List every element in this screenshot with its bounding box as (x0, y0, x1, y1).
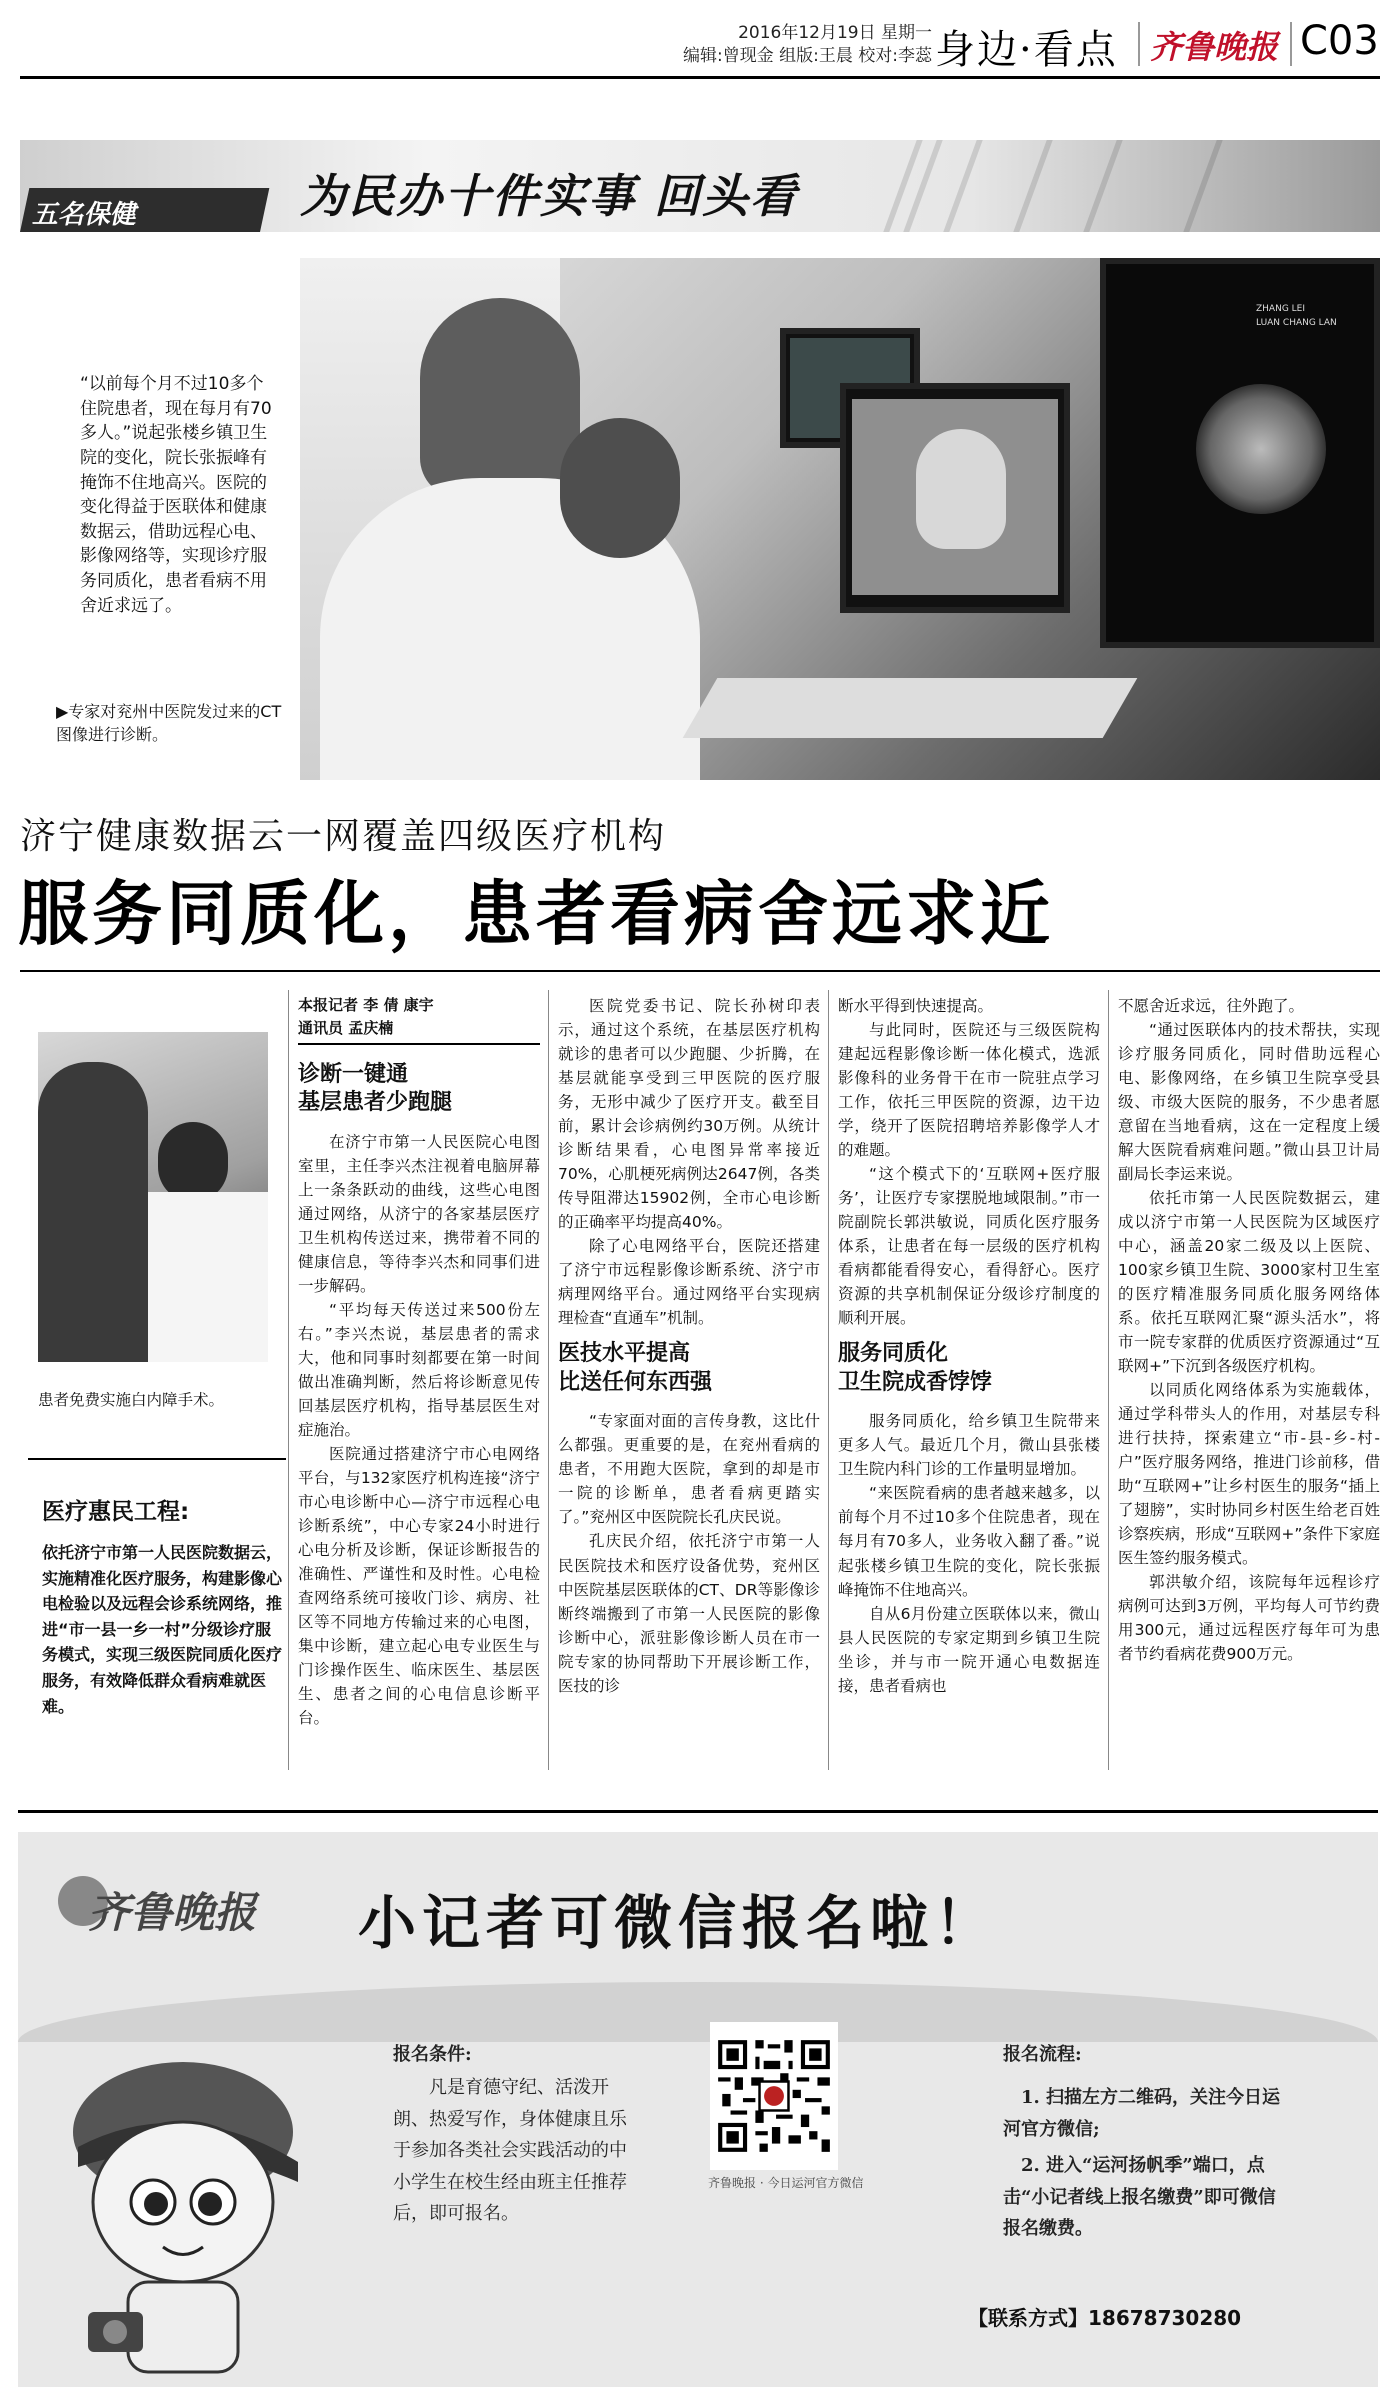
ad-title: 小记者可微信报名啦！ (358, 1889, 999, 1957)
subhead: 医技水平提高 比送任何东西强 (558, 1341, 713, 1395)
paragraph: 以同质化网络体系为实施载体，通过学科带头人的作用，对基层专科进行扶持，探索建立“市-县-乡-村-户”医疗服务网络，推进门诊前移，借助“互联网+”让乡村医生的服务“插上了翅膀”，实时协同乡村医生给老百姓诊察疾病，形成“互联网+”条件下家庭医生签约服务模式。 (1118, 1381, 1380, 1568)
process-heading: 报名流程: (1003, 2044, 1082, 2065)
byline-reporter: 本报记者 李 倩 康宇 (298, 996, 434, 1014)
paragraph: 不愿舍近求远，往外跑了。 (1118, 997, 1305, 1015)
paragraph: “来医院看病的患者越来越多，以前每个月不过10多个住院患者，现在每月有70多人，业务收入翻了番。”说起张楼乡镇卫生院的变化，院长张振峰掩饰不住地高兴。 (838, 1484, 1100, 1599)
surgery-caption: 患者免费实施白内障手术。 (38, 1391, 225, 1409)
ad-logo: 齐鲁晚报 (88, 1888, 257, 1937)
column-rule (828, 990, 829, 1770)
paragraph: 断水平得到快速提高。 (838, 997, 994, 1015)
paragraph: 依托市第一人民医院数据云，建成以济宁市第一人民医院为区域医疗中心，涵盖20家二级及以上医院、100家乡镇卫生院、3000家村卫生室的医疗精准服务同质化服务网络体系。依托互联网汇聚“源头活水”，将市一院专家群的优质医疗资源通过“互联网+”下沉到各级医疗机构。 (1118, 1189, 1380, 1376)
paragraph: 郭洪敏介绍，该院每年远程诊疗病例可达到3万例，平均每人可节约费用300元，通过远程医疗每年可为患者节约看病花费900万元。 (1118, 1573, 1380, 1664)
paragraph: 自从6月份建立医联体以来，微山县人民医院的专家定期到乡镇卫生院坐诊，并与市一院开通心电数据连接，患者看病也 (838, 1604, 1100, 1695)
subhead: 诊断一键通 基层患者少跑腿 (298, 1061, 453, 1116)
conditions-body: 凡是育德守纪、活泼开朗、热爱写作，身体健康且乐于参加各类社会实践活动的中小学生在校生经由班主任推荐后，即可报名。 (393, 2077, 627, 2224)
recruitment-ad (18, 1832, 1378, 2387)
banner-title: 为民办十件实事 回头看 (300, 169, 799, 223)
qr-code[interactable] (710, 2022, 838, 2170)
editor-line: 编辑:曾现金 组版:王晨 校对:李蕊 (683, 45, 932, 66)
sidebar-rule (28, 1458, 286, 1460)
paragraph: 服务同质化，给乡镇卫生院带来更多人气。最近几个月，微山县张楼卫生院内科门诊的工作量明显增加。 (838, 1412, 1100, 1479)
paragraph: 与此同时，医院还与三级医院构建起远程影像诊断一体化模式，选派影像科的业务骨干在市一院驻点学习工作，依托三甲医院的资源，边干边学，绕开了医院招聘培养影像学人才的难题。 (838, 1021, 1100, 1160)
process-step-2: 2. 进入“运河扬帆季”端口，点击“小记者线上报名缴费”即可微信报名缴费。 (1003, 2155, 1276, 2239)
paragraph: 在济宁市第一人民医院心电图室里，主任李兴杰注视着电脑屏幕上一条条跃动的曲线，这些心电图通过网络，从济宁的各家基层医疗卫生机构传送过来，携带着不同的健康信息，等待李兴杰和同事们进一步解码。 (298, 1132, 540, 1295)
paragraph: “通过医联体内的技术帮扶，实现诊疗服务同质化，同时借助远程心电、影像网络，在乡镇卫生院享受县级、市级大医院的服务，不少患者愿意留在当地看病，这在一定程度上缓解大医院看病难问题。”微山县卫计局副局长李运来说。 (1118, 1021, 1380, 1184)
conditions-heading: 报名条件: (393, 2044, 472, 2065)
column-rule (1108, 990, 1109, 1770)
contact-phone[interactable]: 【联系方式】18678730280 (968, 2306, 1242, 2330)
paragraph: 孔庆民介绍，依托济宁市第一人民医院技术和医疗设备优势，兖州区中医院基层医联体的CT、DR等影像诊断终端搬到了市第一人民医院的影像诊断中心，派驻影像诊断人员在市一院专家的协同帮助下开展诊断工作，医技的诊 (558, 1532, 820, 1695)
photo-caption: ▶专家对兖州中医院发过来的CT图像进行诊断。 (56, 702, 282, 745)
qr-caption: 齐鲁晚报 · 今日运河官方微信 (708, 2176, 864, 2190)
photo-pull-quote: “以前每个月不过10多个住院患者，现在每月有70多人。”说起张楼乡镇卫生院的变化，院长张振峰有掩饰不住地高兴。医院的变化得益于医联体和健康数据云，借助远程心电、影像网络等，实现诊疗服务同质化，患者看病不用舍近求远了。 (80, 374, 272, 616)
byline-correspondent: 通讯员 孟庆楠 (298, 1019, 394, 1038)
ad-top-rule (18, 1810, 1378, 1813)
screen-label: ZHANG LEI (1256, 304, 1306, 314)
banner-tab: 五名保健 (20, 188, 269, 232)
series-banner (20, 140, 1380, 232)
header-meta (642, 22, 932, 68)
headline-rule (20, 970, 1380, 972)
article-column-2 (558, 994, 820, 1698)
header-divider (1138, 22, 1140, 66)
article-column-1 (298, 994, 540, 1730)
paragraph: “这个模式下的‘互联网+医疗服务’，让医疗专家摆脱地域限制。”市一院副院长郭洪敏说，同质化医疗服务体系，让患者在每一层级的医疗机构看病都能看得安心，看得舒心。医疗资源的共享机制保证分级诊疗制度的顺利开展。 (838, 1165, 1100, 1328)
paragraph: 除了心电网络平台，医院还搭建了济宁市远程影像诊断系统、济宁市病理网络平台。通过网络平台实现病理检查“直通车”机制。 (558, 1237, 820, 1328)
monitor-video (840, 383, 1070, 613)
column-rule (548, 990, 549, 1770)
article-headline: 服务同质化，患者看病舍远求近 (18, 873, 1054, 955)
paragraph: “平均每天传送过来500份左右。”李兴杰说，基层患者的需求大，他和同事时刻都要在第一时间做出准确判断，然后将诊断意见传回基层医疗机构，指导基层医生对症施治。 (298, 1300, 540, 1439)
byline (298, 994, 540, 1045)
page-number: C03 (1300, 18, 1379, 64)
paragraph: 医院通过搭建济宁市心电网络平台，与132家医疗机构连接“济宁市心电诊断中心—济宁市远程心电诊断系统”，中心专家24小时进行心电分析及诊断，保证诊断报告的准确性、严谨性和及时性。心电检查网络系统可接收门诊、病房、社区等不同地方传输过来的心电图，集中诊断，建立起心电专业医生与门诊操作医生、临床医生、基层医生、患者之间的心电信息诊断平台。 (298, 1444, 540, 1728)
paragraph: “专家面对面的言传身教，这比什么都强。更重要的是，在兖州看病的患者，不用跑大医院，拿到的却是市一院的诊断单，患者看病更踏实了。”兖州区中医院院长孔庆民说。 (558, 1412, 820, 1527)
header-rule (20, 76, 1380, 79)
date-line: 2016年12月19日 星期一 (738, 23, 932, 43)
cartoon-reporter-icon (58, 2052, 308, 2382)
column-rule (288, 990, 289, 1770)
article-column-3 (838, 994, 1100, 1698)
sidebar-heading: 医疗惠民工程: (42, 1499, 190, 1525)
main-photo (300, 258, 1380, 780)
section-title: 身边·看点 (935, 27, 1118, 73)
sidebar-body: 依托济宁市第一人民医院数据云，实施精准化医疗服务，构建影像心电检验以及远程会诊系统网络，推进“市一县一乡一村”分级诊疗服务模式，实现三级医院同质化医疗服务，有效降低群众看病难就医难。 (42, 1543, 283, 1716)
paragraph: 医院党委书记、院长孙树印表示，通过这个系统，在基层医疗机构就诊的患者可以少跑腿、少折腾，在基层就能享受到三甲医院的医疗服务，无形中减少了医疗开支。截至目前，累计会诊病例约30万例。从统计诊断结果看，心电图异常率接近70%，心肌梗死病例达2647例，各类传导阻滞达15902例，全市心电诊断的正确率平均提高40%。 (558, 997, 820, 1232)
process-step-1: 1. 扫描左方二维码，关注今日运河官方微信; (1003, 2087, 1281, 2140)
monitor-ct (1100, 258, 1380, 648)
subhead: 服务同质化 卫生院成香饽饽 (838, 1341, 993, 1395)
screen-label: LUAN CHANG LAN (1256, 318, 1337, 328)
surgery-photo (38, 1032, 268, 1362)
article-kicker: 济宁健康数据云一网覆盖四级医疗机构 (20, 816, 667, 857)
newspaper-logo: 齐鲁晚报 (1150, 28, 1279, 66)
header-divider (1290, 22, 1292, 66)
article-column-4 (1118, 994, 1380, 1666)
